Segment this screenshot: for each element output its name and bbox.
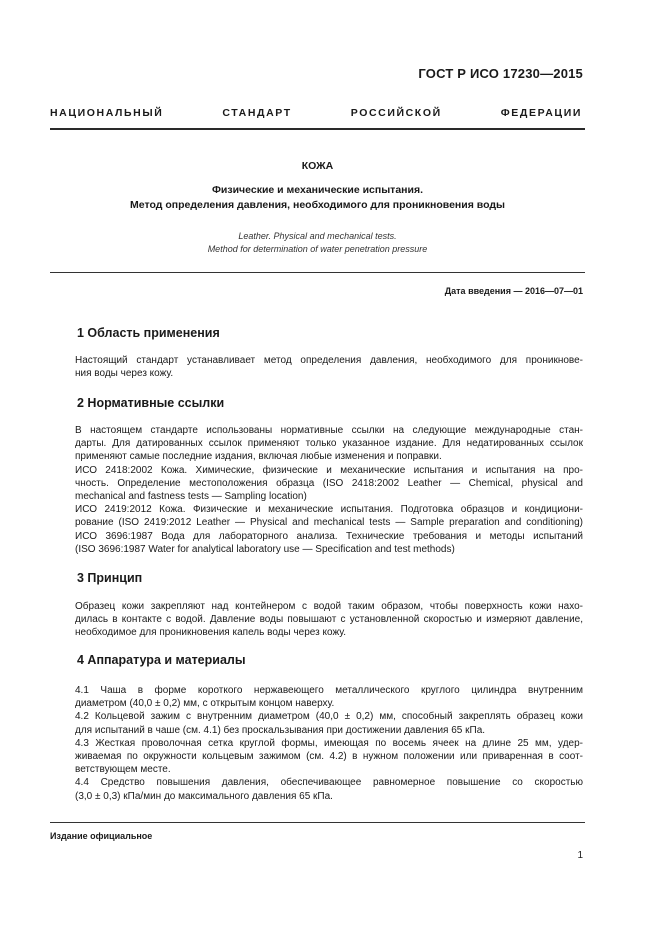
section-body — [75, 600, 583, 640]
document-title: КОЖА — [301, 160, 334, 172]
section-body — [75, 354, 583, 380]
text-line: дилась в контакте с водой. Давление воды повышают с установленной скоростью и измеряют давление, — [75, 614, 583, 626]
text-line: необходимое для проникновения капель воды через кожу. — [75, 627, 347, 639]
text-line: Настоящий стандарт устанавливает метод определения давления, необходимого для проникнове- — [75, 355, 583, 366]
document-id: ГОСТ Р ИСО 17230—2015 — [418, 66, 583, 81]
text-line: дарты. Для датированных ссылок применяют только указанное издание. Для недатированных ссылок — [75, 438, 583, 450]
official-edition-label: Издание официальное — [50, 831, 153, 841]
text-line: mechanical and fastness tests — Sampling location) — [75, 491, 307, 503]
section-heading: 2 Нормативные ссылки — [77, 396, 225, 410]
text-line: ветствующем месте. — [75, 764, 171, 776]
english-title-line1: Leather. Physical and mechanical tests. — [238, 231, 397, 241]
text-line: применяют самые последние издания, включая любые изменения и поправки. — [75, 451, 442, 463]
text-line: 4.4 Средство повышения давления, обеспечивающее равномерное повышение со скоростью — [75, 777, 583, 789]
text-line: чность. Определение местоположения образца (ISO 2418:2002 Leather — Chemical, physical and — [75, 477, 583, 489]
title-rule — [50, 272, 585, 273]
section-heading: 1 Область применения — [77, 326, 220, 340]
national-standard-banner: НАЦИОНАЛЬНЫЙ СТАНДАРТ РОССИЙСКОЙ ФЕДЕРАЦИИ — [50, 107, 582, 119]
text-line: 4.3 Жесткая проволочная сетка круглой формы, имеющая по восемь ячеек на длине 25 мм, удер- — [75, 737, 583, 749]
text-line: Образец кожи закрепляют над контейнером с водой таким образом, чтобы поверхность кожи нахо- — [75, 601, 583, 612]
english-title-line2: Method for determination of water penetration pressure — [207, 244, 428, 254]
text-line: 4.1 Чаша в форме короткого нержавеющего металлического круглого цилиндра внутренним — [75, 685, 583, 696]
text-line: 4.2 Кольцевой зажим с внутренним диаметром (40,0 ± 0,2) мм, способный закреплять образец кожи — [75, 711, 583, 723]
footer-rule — [50, 822, 585, 823]
section-heading: 3 Принцип — [77, 571, 143, 585]
text-line: ИСО 2418:2002 Кожа. Химические, физические и механические испытания и испытания на про- — [75, 464, 583, 476]
text-line: диаметром (40,0 ± 0,2) мм, с открытым концом наверху. — [75, 698, 335, 710]
header-rule — [50, 128, 585, 130]
document-subtitle-line2: Метод определения давления, необходимого для проникновения воды — [130, 199, 505, 211]
page-number: 1 — [577, 850, 583, 861]
text-line: ния воды через кожу. — [75, 368, 174, 380]
text-line: живаемая по окружности кольцевым зажимом (см. 4.2) в нужном положении или приваренная в соот- — [75, 751, 583, 763]
text-line: рование (ISO 2419:2012 Leather — Physical and mechanical tests — Sample preparation and conditioning) — [75, 517, 583, 529]
text-line: для испытаний в чаше (см. 4.1) без проскальзывания при достижении давления 65 кПа. — [75, 724, 486, 736]
text-line: ИСО 2419:2012 Кожа. Физические и механические испытания. Подготовка образцов и кондициони- — [75, 504, 583, 516]
text-line: (3,0 ± 0,3) кПа/мин до максимального давления 65 кПа. — [75, 790, 333, 802]
section-body — [75, 684, 583, 803]
section-body — [75, 424, 583, 556]
document-subtitle-line1: Физические и механические испытания. — [211, 184, 424, 196]
section-heading: 4 Аппаратура и материалы — [77, 653, 246, 667]
text-line: ИСО 3696:1987 Вода для лабораторного анализа. Технические требования и методы испытаний — [75, 530, 583, 542]
text-line: (ISO 3696:1987 Water for analytical laboratory use — Specification and test methods) — [75, 543, 455, 555]
introduction-date: Дата введения — 2016—07—01 — [444, 286, 583, 296]
text-line: В настоящем стандарте использованы нормативные ссылки на следующие международные стан- — [75, 425, 583, 436]
